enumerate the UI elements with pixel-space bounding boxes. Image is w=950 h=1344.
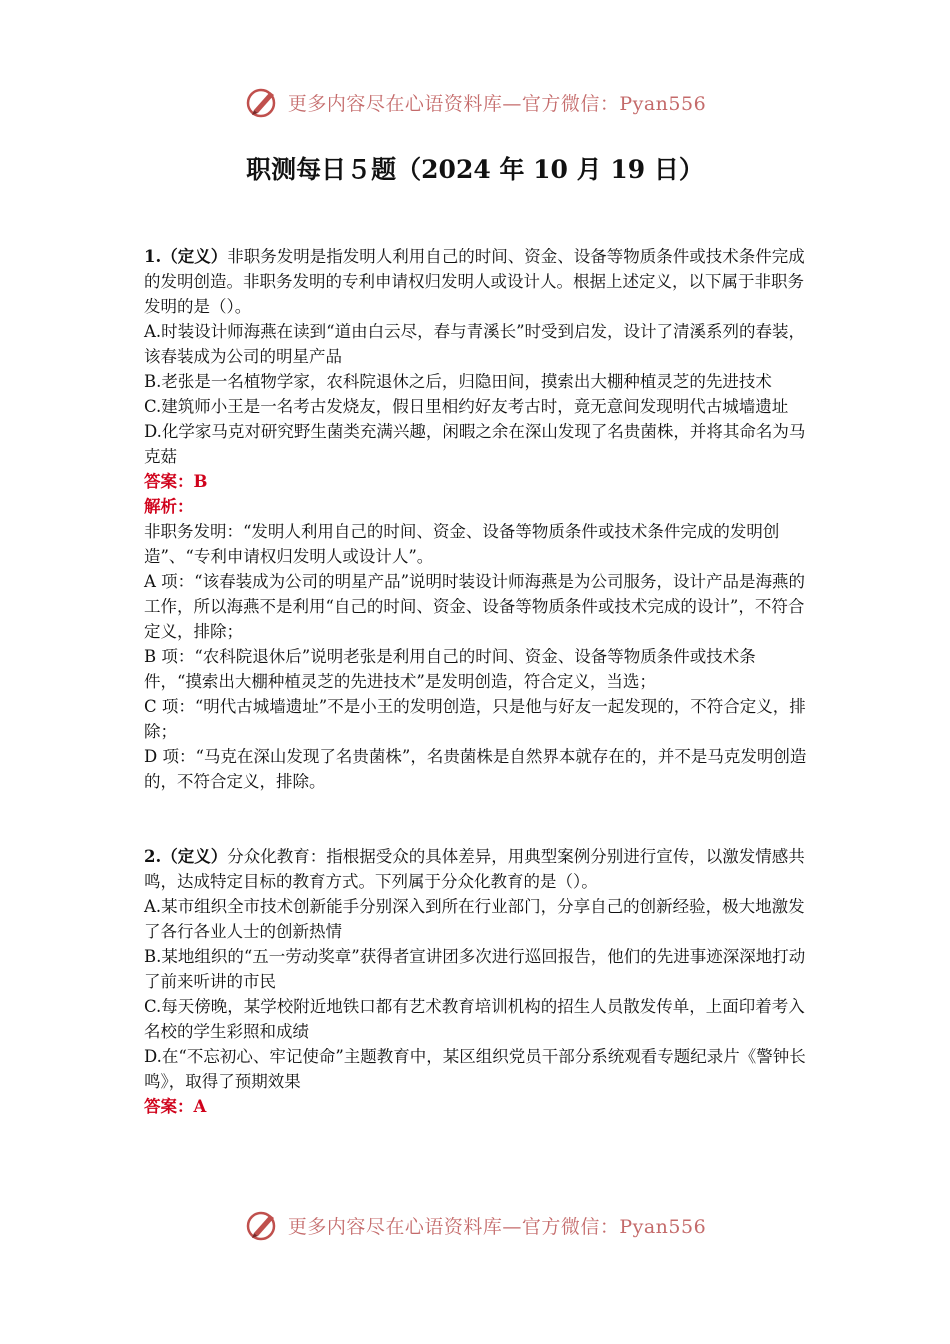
question-type: （定义） [161,847,228,866]
analysis-paragraph: C 项：“明代古城墙遗址”不是小王的发明创造，只是他与好友一起发现的，不符合定义，排除； [144,697,806,741]
option-b: B.某地组织的“五一劳动奖章”获得者宣讲团多次进行巡回报告，他们的先进事迹深深地打动了前来听讲的市民 [144,947,806,991]
question-text: 非职务发明是指发明人利用自己的时间、资金、设备等物质条件或技术条件完成的发明创造。非职务发明的专利申请权归发明人或设计人。根据上述定义，以下属于非职务发明的是（）。 [144,247,805,316]
answer: 答案：A [144,1097,207,1116]
question-number: 2. [144,847,162,866]
analysis-paragraph: A 项：“该春装成为公司的明星产品”说明时装设计师海燕是为公司服务，设计产品是海燕的工作，所以海燕不是利用“自己的时间、资金、设备等物质条件或技术完成的设计”，不符合定义，排除； [144,572,806,641]
header-banner [0,84,950,120]
pen-logo-icon [244,1207,280,1243]
option-c: C.建筑师小王是一名考古发烧友，假日里相约好友考古时，竟无意间发现明代古城墙遗址 [144,397,789,416]
analysis-paragraph: D 项：“马克在深山发现了名贵菌株”，名贵菌株是自然界本就存在的，并不是马克发明创造的，不符合定义，排除。 [144,747,807,791]
banner-text: 更多内容尽在心语资料库—官方微信：Pyan556 [287,1215,707,1238]
question-text: 分众化教育：指根据受众的具体差异，用典型案例分别进行宣传，以激发情感共鸣，达成特定目标的教育方式。下列属于分众化教育的是（）。 [144,847,805,891]
option-d: D.化学家马克对研究野生菌类充满兴趣，闲暇之余在深山发现了名贵菌株，并将其命名为马克菇 [144,422,806,466]
analysis-label: 解析： [144,497,194,516]
option-b: B.老张是一名植物学家，农科院退休之后，归隐田间，摸索出大棚种植灵芝的先进技术 [144,372,772,391]
option-d: D.在“不忘初心、牢记使命”主题教育中，某区组织党员干部分系统观看专题纪录片《警钟长鸣》，取得了预期效果 [144,1047,806,1091]
option-a: A.某市组织全市技术创新能手分别深入到所在行业部门，分享自己的创新经验，极大地激发了各行各业人士的创新热情 [144,897,805,941]
document-body [144,244,808,1119]
footer-banner [0,1207,950,1243]
question-type: （定义） [161,247,228,266]
question-1-stem [144,244,808,319]
analysis-paragraph: B 项：“农科院退休后”说明老张是利用自己的时间、资金、设备等物质条件或技术条件，“摸索出大棚种植灵芝的先进技术”是发明创造，符合定义，当选； [144,647,756,691]
banner-text: 更多内容尽在心语资料库—官方微信：Pyan556 [287,92,707,115]
option-a: A.时装设计师海燕在读到“道由白云尽，春与青溪长”时受到启发，设计了清溪系列的春装，该春装成为公司的明星产品 [144,322,806,366]
spacer [144,794,808,844]
question-number: 1. [144,247,162,266]
option-c: C.每天傍晚，某学校附近地铁口都有艺术教育培训机构的招生人员散发传单，上面印着考入名校的学生彩照和成绩 [144,997,805,1041]
analysis-paragraph: 非职务发明：“发明人利用自己的时间、资金、设备等物质条件或技术条件完成的发明创造”、“专利申请权归发明人或设计人”。 [144,522,780,566]
question-2-stem [144,844,808,894]
pen-logo-icon [244,84,280,120]
answer: 答案：B [144,472,208,491]
page-title: 职测每日５题（2024 年 10 月 19 日） [246,155,704,184]
